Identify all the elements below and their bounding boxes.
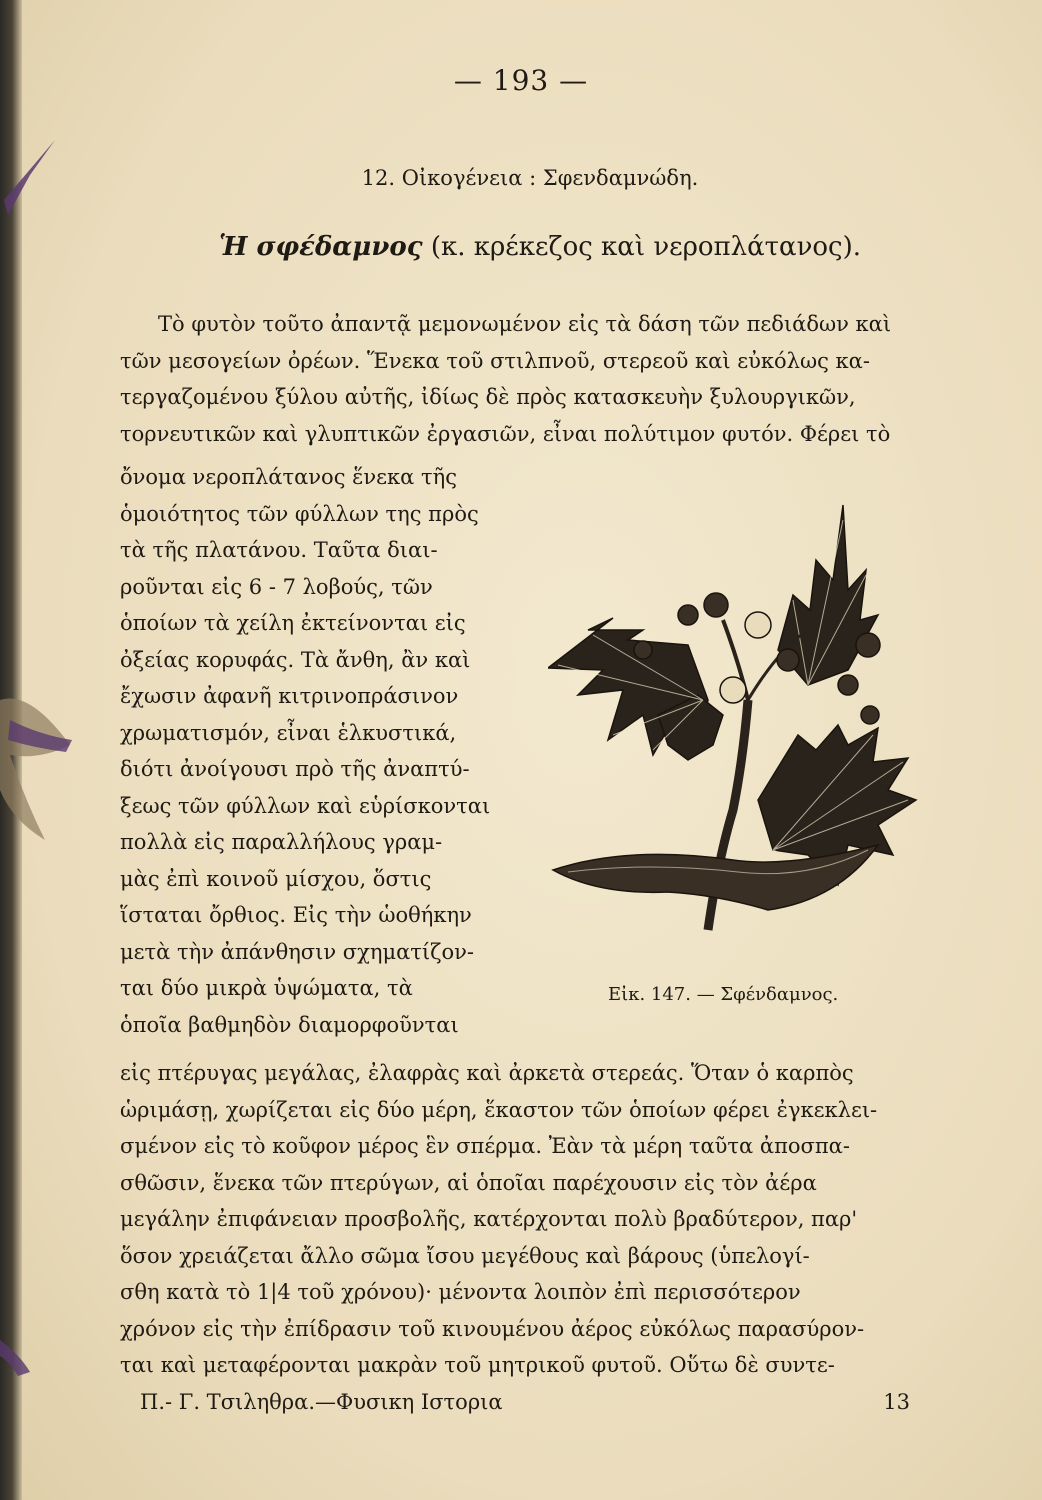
text-line: ὁποῖα βαθμηδὸν διαμορφοῦνται: [120, 1012, 459, 1037]
family-heading: 12. Οἰκογένεια : Σφενδαμνώδη.: [361, 166, 699, 190]
text-line: τῶν μεσογείων ὀρέων. Ἕνεκα τοῦ στιλπνοῦ, στερεοῦ καὶ εὐκόλως κα-: [120, 348, 870, 373]
text-line: διότι ἀνοίγουσι πρὸ τῆς ἀναπτύ-: [120, 757, 470, 781]
text-line: τὰ τῆς πλατάνου. Ταῦτα διαι-: [120, 538, 438, 562]
text-line: Τὸ φυτὸν τοῦτο ἀπαντᾷ μεμονωμένον εἰς τὰ δάση τῶν πεδιάδων καὶ: [158, 312, 892, 336]
text-line: χρωματισμόν, εἶναι ἑλκυστικά,: [120, 720, 457, 745]
text-line: ἵσταται ὄρθιος. Εἰς τὴν ὡοθήκην: [120, 903, 472, 927]
text-line: μεγάλην ἐπιφάνειαν προσβολῆς, κατέρχονται πολὺ βραδύτερον, παρ': [120, 1207, 858, 1231]
species-heading: [0, 232, 1042, 262]
footer-title: Π.- Γ. Τσιληθρα.—Φυσικη Ιστορια: [140, 1390, 503, 1414]
page-number: — 193 —: [453, 64, 589, 97]
text-line: ὀξείας κορυφάς. Τὰ ἄνθη, ἂν καὶ: [120, 647, 471, 672]
text-line: ὁμοιότητος τῶν φύλλων της πρὸς: [120, 501, 479, 526]
maple-illustration: [548, 500, 918, 960]
closing-paragraph: [120, 1055, 960, 1384]
text-line: ὡριμάσῃ, χωρίζεται εἰς δύο μέρη, ἕκαστον τῶν ὁποίων φέρει ἐγκεκλει-: [120, 1097, 878, 1122]
column-text: [120, 459, 515, 1043]
species-name: Ἡ σφέδαμνος: [218, 232, 423, 262]
text-line: ξεως τῶν φύλλων καὶ εὑρίσκονται: [120, 793, 491, 818]
text-line: ροῦνται εἰς 6 - 7 λοβούς, τῶν: [120, 574, 433, 599]
text-line: μὰς ἐπὶ κοινοῦ μίσχου, ὅστις: [120, 866, 432, 891]
text-line: ται δύο μικρὰ ὑψώματα, τὰ: [120, 976, 413, 1000]
text-line: εἰς πτέρυγας μεγάλας, ἐλαφρὰς καὶ ἀρκετὰ στερεάς. Ὅταν ὁ καρπὸς: [120, 1061, 854, 1085]
text-line: χρόνον εἰς τὴν ἐπίδρασιν τοῦ κινουμένου ἀέρος εὐκόλως παρασύρον-: [120, 1316, 865, 1341]
text-line: πολλὰ εἰς παραλλήλους γραμ-: [120, 830, 443, 854]
text-line: ὁποίων τὰ χείλη ἐκτείνονται εἰς: [120, 611, 466, 635]
text-line: τεργαζομένου ξύλου αὐτῆς, ἰδίως δὲ πρὸς κατασκευὴν ξυλουργικῶν,: [120, 385, 856, 409]
text-line: τορνευτικῶν καὶ γλυπτικῶν ἐργασιῶν, εἶναι πολύτιμον φυτόν. Φέρει τὸ: [120, 421, 891, 446]
text-line: ὄνομα νεροπλάτανος ἕνεκα τῆς: [120, 465, 457, 489]
text-line: μετὰ τὴν ἀπάνθησιν σχηματίζον-: [120, 939, 475, 964]
species-aliases: (κ. κρέκεζος καὶ νεροπλάτανος).: [430, 232, 862, 262]
text-line: σθη κατὰ τὸ 1|4 τοῦ χρόνου)· μένοντα λοιπὸν ἐπὶ περισσότερον: [120, 1280, 801, 1304]
text-line: ὅσον χρειάζεται ἄλλο σῶμα ἴσου μεγέθους καὶ βάρους (ὑπελογί-: [120, 1243, 810, 1268]
text-line: σθῶσιν, ἕνεκα τῶν πτερύγων, αἱ ὁποῖαι παρέχουσιν εἰς τὸν ἀέρα: [120, 1170, 817, 1195]
intro-paragraph: [120, 306, 960, 452]
text-line: ται καὶ μεταφέρονται μακρὰν τοῦ μητρικοῦ φυτοῦ. Οὕτω δὲ συντε-: [120, 1353, 835, 1377]
text-line: σμένον εἰς τὸ κοῦφον μέρος ἓν σπέρμα. Ἐὰν τὰ μέρη ταῦτα ἀποσπα-: [120, 1134, 850, 1158]
text-line: ἔχωσιν ἀφανῆ κιτρινοπράσινον: [120, 684, 459, 708]
signature-mark: 13: [883, 1390, 910, 1414]
binding-thread: [0, 0, 80, 1500]
figure-caption: Εἰκ. 147. — Σφένδαμνος.: [608, 984, 839, 1005]
